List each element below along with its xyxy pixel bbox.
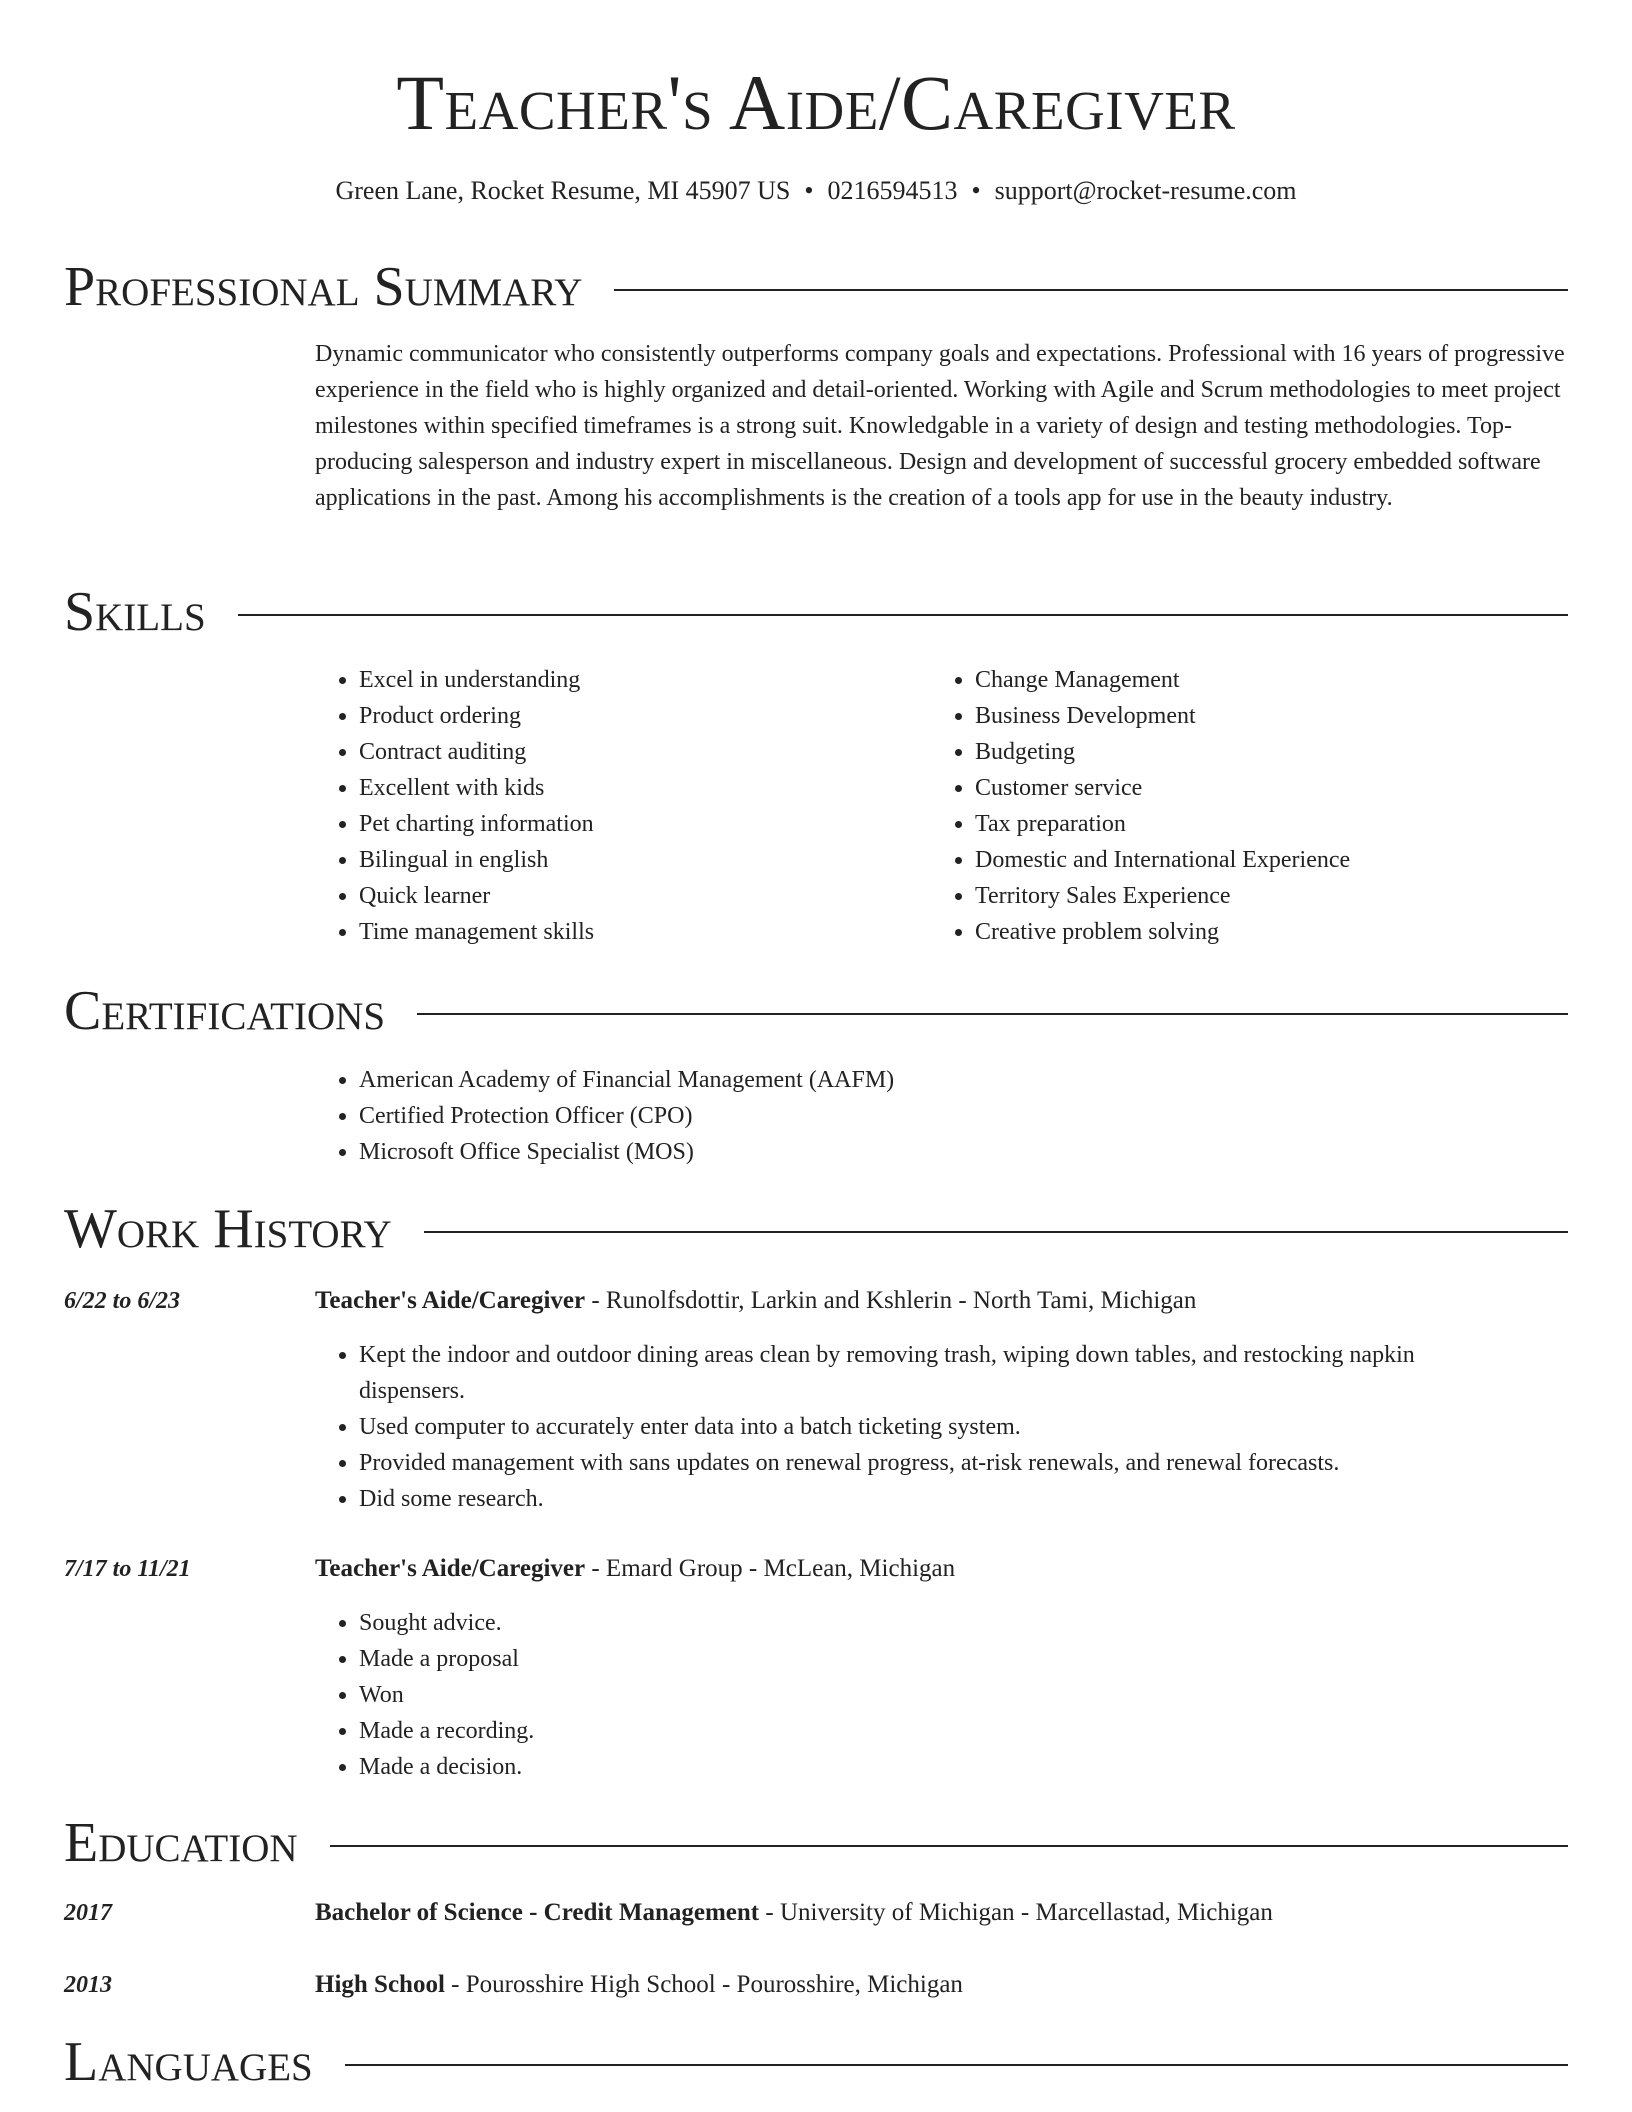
section-heading: Professional Summary [64, 256, 583, 318]
skill-item: • Business Development [975, 698, 1571, 734]
certification-item: • Certified Protection Officer (CPO) [359, 1098, 1570, 1134]
section-divider [424, 1231, 1568, 1233]
job-bullet: • Sought advice. [359, 1605, 1475, 1641]
skills-column-right [931, 662, 1571, 950]
skill-item: • Creative problem solving [975, 914, 1571, 950]
section-certifications-header [64, 976, 1568, 1046]
job-bullets-block [315, 1605, 1475, 1785]
job-bullet: • Made a decision. [359, 1749, 1475, 1785]
skill-item: • Budgeting [975, 734, 1571, 770]
skill-item: • Time management skills [359, 914, 915, 950]
job-title-line [315, 1551, 1570, 1587]
contact-phone: 0216594513 [827, 176, 958, 205]
job-bullet: • Won [359, 1677, 1475, 1713]
certification-item: • American Academy of Financial Management (AAFM) [359, 1062, 1570, 1098]
summary-text: Dynamic communicator who consistently outperforms company goals and expectations. Professional with 16 years of progressive experience in the field who is highly organized and detail-oriented. Working with Agile and Scrum methodologies to meet project milestones within specified timeframes is a strong suit. Knowledgable in a variety of design and testing methodologies. Top-producing salesperson and industry expert in miscellaneous. Design and development of successful grocery embedded software applications in the past. Among his accomplishments is the creation of a tools app for use in the beauty industry. [315, 341, 1565, 511]
contact-line [0, 174, 1632, 208]
skill-item: • Territory Sales Experience [975, 878, 1571, 914]
skill-item: • Tax preparation [975, 806, 1571, 842]
section-work-header [64, 1194, 1568, 1264]
job-bullets [315, 1337, 1475, 1517]
job-bullet: • Made a proposal [359, 1641, 1475, 1677]
skills-list-right [931, 662, 1571, 950]
section-divider [614, 289, 1568, 291]
job-bullet: • Kept the indoor and outdoor dining areas clean by removing trash, wiping down tables, and restocking napkin dispensers. [359, 1337, 1475, 1409]
education-degree: High School [315, 1971, 445, 1998]
job-title: Teacher's Aide/Caregiver [315, 1287, 586, 1314]
skill-item: • Domestic and International Experience [975, 842, 1571, 878]
section-divider [330, 1845, 1568, 1847]
section-divider [345, 2064, 1568, 2066]
education-line [315, 1967, 1570, 2003]
education-details: - Pourosshire High School - Pourosshire, Michigan [444, 1971, 963, 1998]
skill-item: • Pet charting information [359, 806, 915, 842]
section-heading: Education [64, 1812, 298, 1874]
section-divider [417, 1013, 1568, 1015]
section-skills-header [64, 577, 1568, 647]
resume-name: Teacher's Aide/Caregiver [396, 59, 1236, 146]
job-title-line [315, 1283, 1570, 1319]
education-year: 2013 [64, 1972, 112, 1998]
contact-separator: • [804, 176, 814, 205]
contact-address: Green Lane, Rocket Resume, MI 45907 US [335, 176, 791, 205]
section-divider [238, 614, 1568, 616]
skill-item: • Customer service [975, 770, 1571, 806]
skill-item: • Bilingual in english [359, 842, 915, 878]
job-details: - Emard Group - McLean, Michigan [585, 1555, 956, 1582]
skill-item: • Excel in understanding [359, 662, 915, 698]
skill-item: • Contract auditing [359, 734, 915, 770]
job-bullets-block [315, 1337, 1475, 1517]
job-title: Teacher's Aide/Caregiver [315, 1555, 586, 1582]
section-education-header [64, 1808, 1568, 1878]
job-bullet: • Used computer to accurately enter data into a batch ticketing system. [359, 1409, 1475, 1445]
education-line [315, 1895, 1570, 1931]
job-dates: 6/22 to 6/23 [64, 1288, 181, 1314]
job-bullets [315, 1605, 1475, 1785]
section-heading: Work History [64, 1198, 392, 1260]
skills-column-left [315, 662, 915, 950]
contact-email: support@rocket-resume.com [994, 176, 1297, 205]
skill-item: • Change Management [975, 662, 1571, 698]
education-details: - University of Michigan - Marcellastad, Michigan [759, 1899, 1273, 1926]
job-bullet: • Made a recording. [359, 1713, 1475, 1749]
certifications-block [315, 1062, 1570, 1170]
section-summary-header [64, 252, 1568, 322]
certification-item: • Microsoft Office Specialist (MOS) [359, 1134, 1570, 1170]
education-year: 2017 [64, 1900, 112, 1926]
skill-item: • Product ordering [359, 698, 915, 734]
section-languages-header [64, 2027, 1568, 2097]
job-bullet: • Did some research. [359, 1481, 1475, 1517]
certifications-list [315, 1062, 1570, 1170]
job-dates: 7/17 to 11/21 [64, 1556, 191, 1582]
skill-item: • Excellent with kids [359, 770, 915, 806]
contact-separator: • [971, 176, 981, 205]
job-details: - Runolfsdottir, Larkin and Kshlerin - North Tami, Michigan [585, 1287, 1197, 1314]
section-heading: Certifications [64, 980, 386, 1042]
section-heading: Skills [64, 581, 206, 643]
skill-item: • Quick learner [359, 878, 915, 914]
section-heading: Languages [64, 2031, 313, 2093]
skills-list-left [315, 662, 915, 950]
education-degree: Bachelor of Science - Credit Management [315, 1899, 760, 1926]
job-bullet: • Provided management with sans updates on renewal progress, at-risk renewals, and renewal forecasts. [359, 1445, 1475, 1481]
